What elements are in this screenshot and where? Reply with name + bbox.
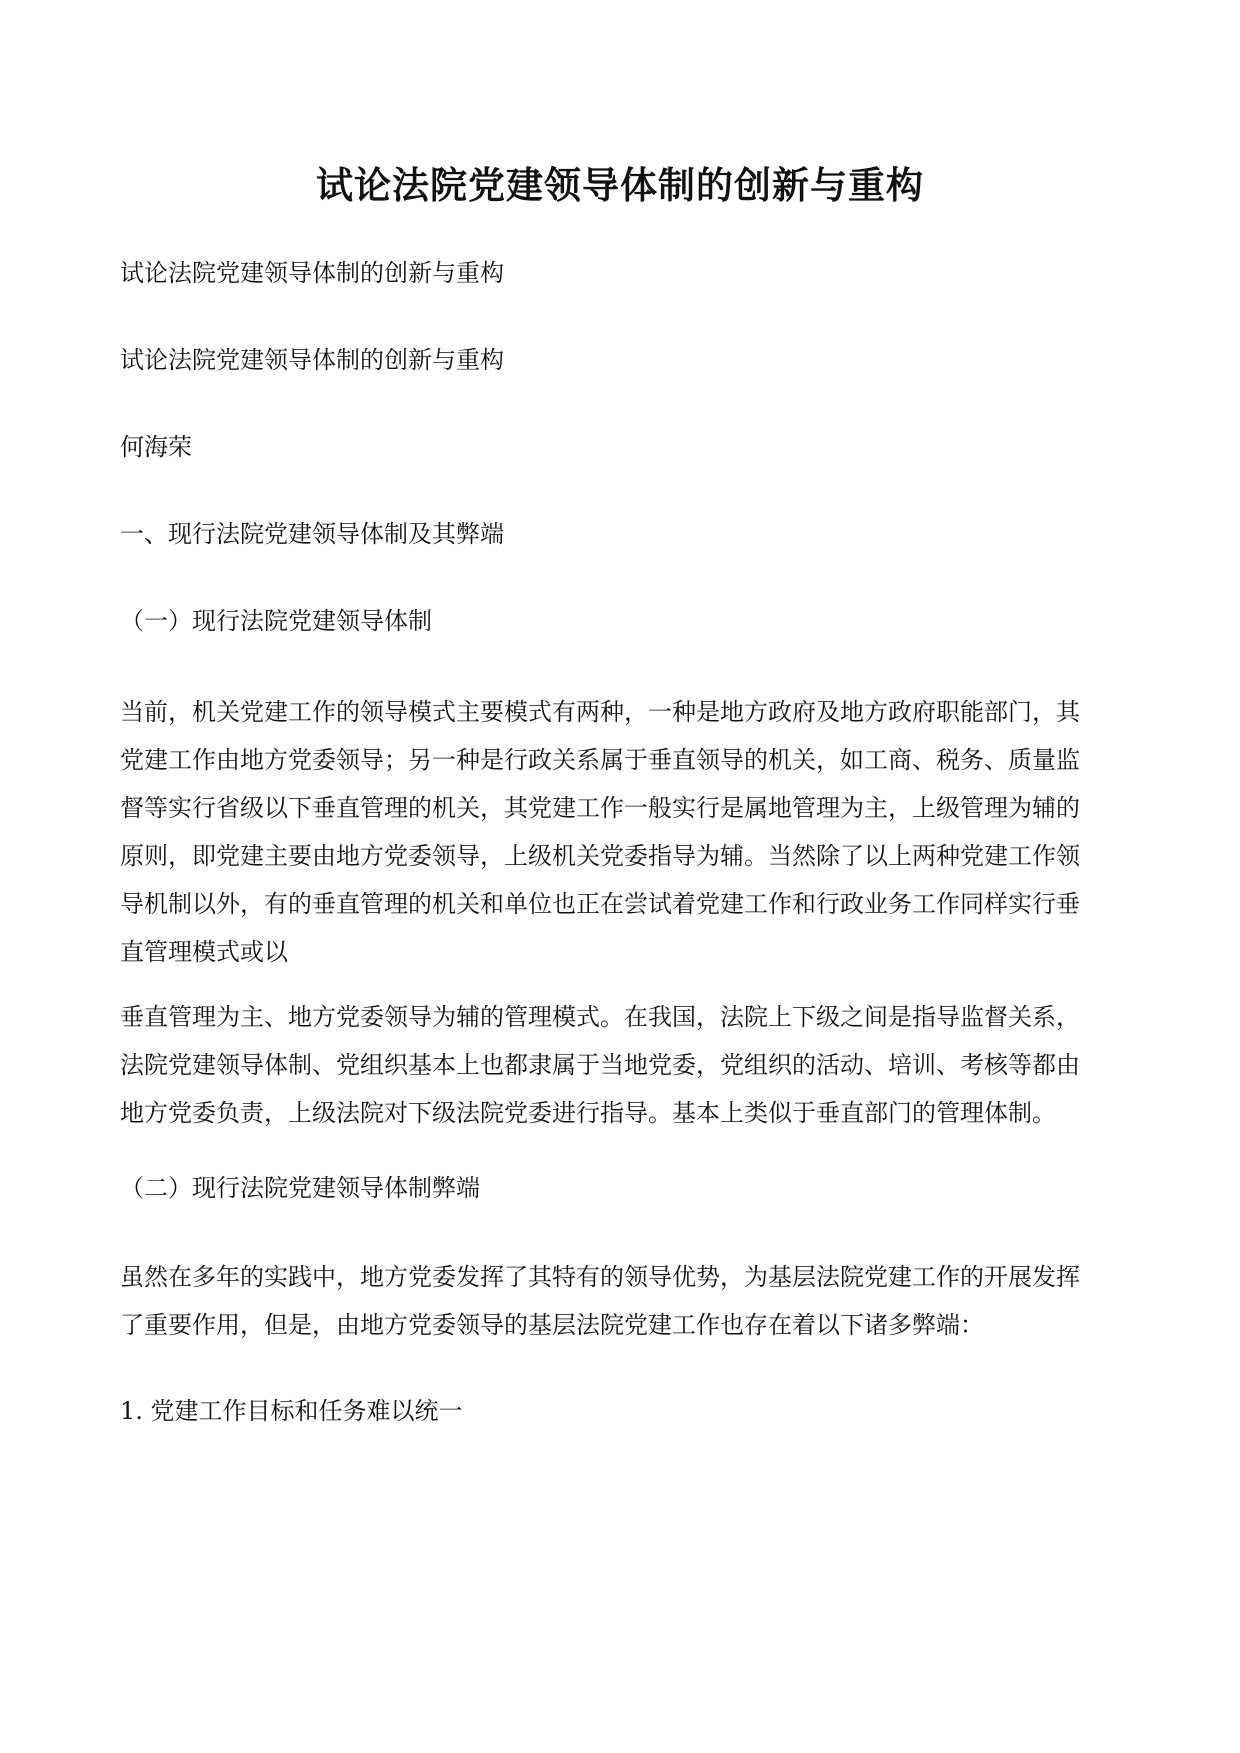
subsection-2-heading: （二）现行法院党建领导体制弊端 [120, 1174, 480, 1202]
paragraph-line: 导机制以外，有的垂直管理的机关和单位也正在尝试着党建工作和行政业务工作同样实行垂 [120, 890, 1080, 918]
subtitle-line-2: 试论法院党建领导体制的创新与重构 [120, 346, 504, 374]
paragraph-3 [120, 1253, 1120, 1349]
paragraph-line: 原则，即党建主要由地方党委领导，上级机关党委指导为辅。当然除了以上两种党建工作领 [120, 842, 1080, 870]
author-name: 何海荣 [120, 433, 192, 461]
paragraph-line: 地方党委负责，上级法院对下级法院党委进行指导。基本上类似于垂直部门的管理体制。 [120, 1099, 1056, 1127]
paragraph-line: 党建工作由地方党委领导；另一种是行政关系属于垂直领导的机关，如工商、税务、质量监 [120, 746, 1080, 774]
paragraph-1 [120, 688, 1120, 976]
paragraph-line: 法院党建领导体制、党组织基本上也都隶属于当地党委，党组织的活动、培训、考核等都由 [120, 1051, 1080, 1079]
document-title: 试论法院党建领导体制的创新与重构 [316, 163, 924, 207]
subsection-1-heading: （一）现行法院党建领导体制 [120, 607, 432, 635]
item-1-heading: 1. 党建工作目标和任务难以统一 [120, 1397, 463, 1425]
paragraph-2 [120, 993, 1120, 1137]
paragraph-line: 督等实行省级以下垂直管理的机关，其党建工作一般实行是属地管理为主，上级管理为辅的 [120, 794, 1080, 822]
paragraph-line: 虽然在多年的实践中，地方党委发挥了其特有的领导优势，为基层法院党建工作的开展发挥 [120, 1263, 1080, 1291]
paragraph-line: 了重要作用，但是，由地方党委领导的基层法院党建工作也存在着以下诸多弊端： [120, 1311, 984, 1339]
section-1-heading: 一、现行法院党建领导体制及其弊端 [120, 520, 504, 548]
paragraph-line: 直管理模式或以 [120, 938, 288, 966]
paragraph-line: 当前，机关党建工作的领导模式主要模式有两种，一种是地方政府及地方政府职能部门，其 [120, 698, 1080, 726]
subtitle-line-1: 试论法院党建领导体制的创新与重构 [120, 259, 504, 287]
paragraph-line: 垂直管理为主、地方党委领导为辅的管理模式。在我国，法院上下级之间是指导监督关系， [120, 1003, 1080, 1031]
